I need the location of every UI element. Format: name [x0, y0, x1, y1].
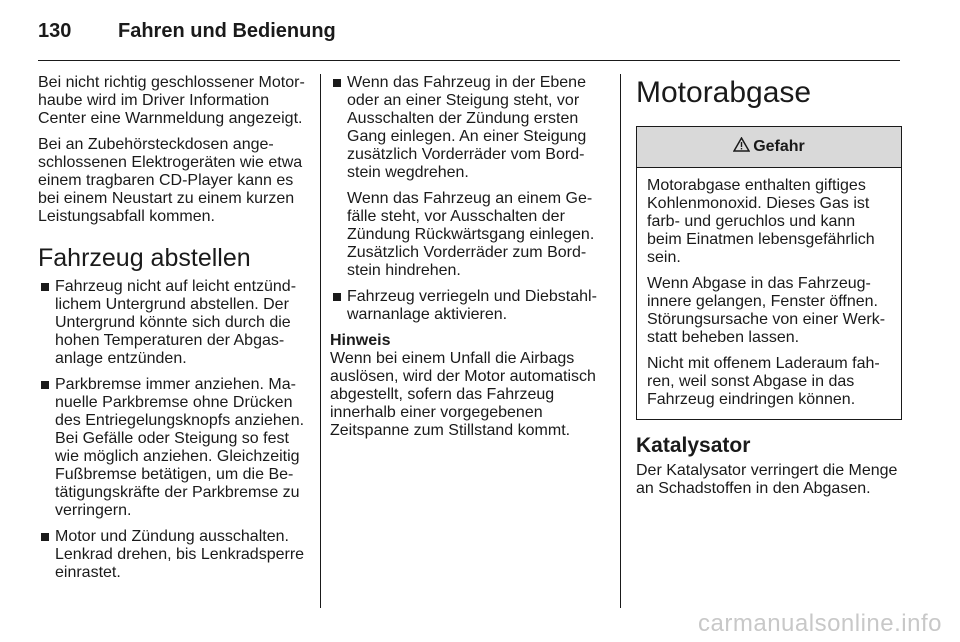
note-box: [330, 332, 604, 440]
paragraph-accessory-sockets: Bei an Zubehörsteckdosen angeschlossenen Elektrogeräten wie etwa einem tragbaren CD-Player kann es bei einem Neustart zu einem kurzen Leistungsabfall kommen.: [38, 136, 303, 225]
parking-list-continued: [330, 74, 604, 324]
section-heading-catalyst: Katalysator: [636, 434, 751, 457]
column-1: [38, 74, 308, 590]
list-item: Wenn das Fahrzeug in der Ebene oder an einer Steigung steht, vor Ausschalten der Zündung ersten Gang einlegen. An einer Steigung zusätzlich Vorderräder vom Bordstein wegdrehen. Wenn das Fahrzeug an einem Gefälle steht, vor Ausschalten der Zündung Rückwärtsgang einlegen. Zusätzlich Vorderräder zum Bordstein hindrehen.: [330, 74, 604, 280]
page-number: 130: [38, 20, 72, 42]
list-item: Fahrzeug verriegeln und Diebstahlwarnanlage aktivieren.: [330, 288, 604, 324]
list-item: Fahrzeug nicht auf leicht entzündlichem Untergrund abstellen. Der Untergrund könnte sich durch die hohen Temperaturen der Abgasanlage entzünden.: [38, 278, 308, 368]
header-divider: [38, 60, 900, 61]
paragraph-hood-warning: Bei nicht richtig geschlossener Motorhaube wird im Driver Information Center eine Warnmeldung angezeigt.: [38, 74, 305, 127]
danger-body: [637, 168, 901, 419]
column-divider-2: [620, 74, 621, 608]
danger-paragraph-3: Nicht mit offenem Laderaum fahren, weil sonst Abgase in das Fahrzeug eindringen können.: [647, 355, 880, 408]
note-text: Wenn bei einem Unfall die Airbags auslösen, wird der Motor automatisch abgestellt, sofern das Fahrzeug innerhalb einer vorgegebenen Zeitspanne zum Stillstand kommt.: [330, 350, 596, 439]
note-title: Hinweis: [330, 332, 391, 349]
danger-paragraph-2: Wenn Abgase in das Fahrzeuginnere gelangen, Fenster öffnen. Störungsursache von einer Werkstatt beheben lassen.: [647, 275, 886, 346]
square-bullet-icon: [333, 293, 341, 301]
danger-box: [636, 126, 902, 420]
column-divider-1: [320, 74, 321, 608]
page-title: Fahren und Bedienung: [118, 20, 336, 42]
watermark: carmanualsonline.info: [698, 610, 942, 637]
square-bullet-icon: [41, 283, 49, 291]
square-bullet-icon: [41, 533, 49, 541]
page-header: [38, 12, 900, 52]
danger-paragraph-1: Motorabgase enthalten giftiges Kohlenmonoxid. Dieses Gas ist farb- und geruchlos und kann beim Einatmen lebensgefährlich sein.: [647, 177, 875, 266]
parking-list: [38, 278, 308, 582]
square-bullet-icon: [333, 79, 341, 87]
danger-header: [637, 127, 901, 168]
paragraph-catalyst: Der Katalysator verringert die Menge an Schadstoffen in den Abgasen.: [636, 462, 898, 497]
danger-title: Gefahr: [753, 138, 805, 155]
square-bullet-icon: [41, 381, 49, 389]
warning-triangle-icon: [733, 137, 750, 157]
column-2: [330, 74, 604, 440]
list-item: Motor und Zündung ausschalten. Lenkrad drehen, bis Lenkradsperre einrastet.: [38, 528, 308, 582]
column-3: [636, 74, 902, 506]
list-item: Parkbremse immer anziehen. Manuelle Parkbremse ohne Drücken des Entriegelungsknopfs anziehen. Bei Gefälle oder Steigung so fest wie möglich anziehen. Gleichzeitig Fußbremse betätigen, um die Betätigungskräfte der Parkbremse zu verringern.: [38, 376, 308, 520]
section-heading-exhaust: Motorabgase: [636, 76, 812, 109]
section-heading-parking: Fahrzeug abstellen: [38, 244, 251, 272]
